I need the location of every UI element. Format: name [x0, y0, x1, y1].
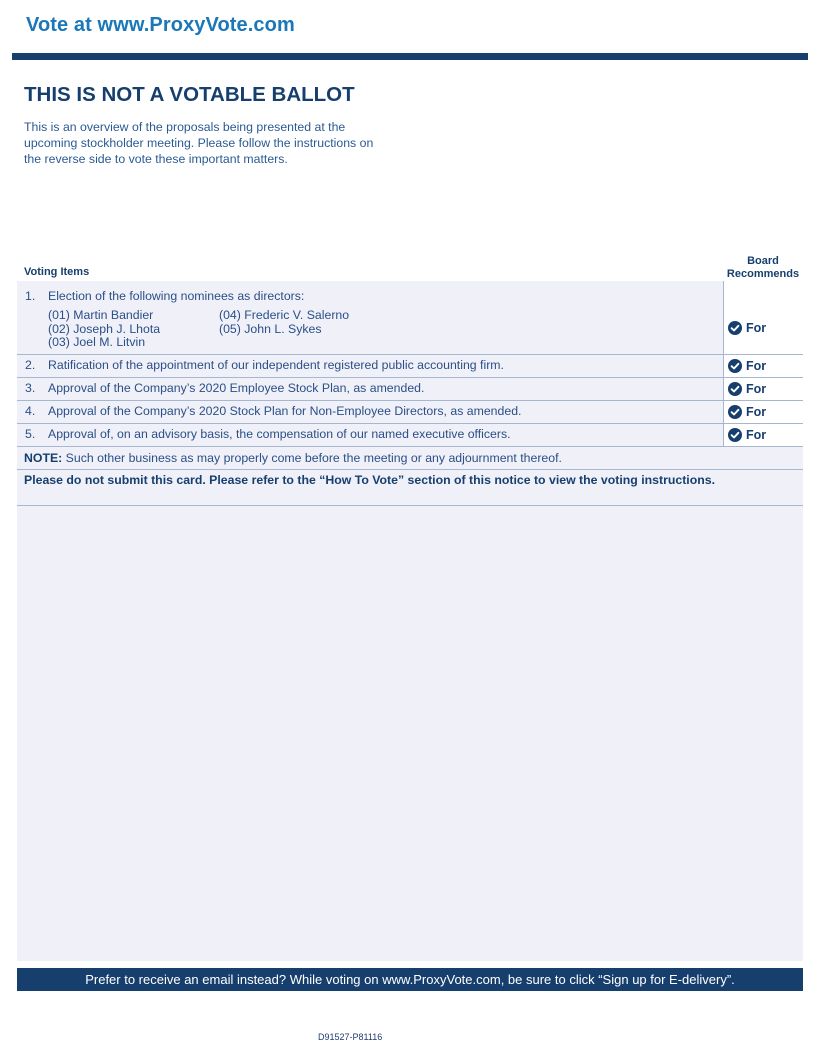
notice-heading: THIS IS NOT A VOTABLE BALLOT	[24, 83, 355, 106]
voting-items-header: Voting Items	[24, 266, 90, 278]
check-circle-icon	[728, 405, 742, 419]
check-circle-icon	[728, 382, 742, 396]
note	[24, 451, 562, 465]
item-text: Approval of the Company’s 2020 Employee Stock Plan, as amended.	[48, 381, 425, 395]
edelivery-banner: Prefer to receive an email instead? While voting on www.ProxyVote.com, be sure to click “Sign up for E-delivery”.	[17, 968, 803, 991]
board-recommends-line: Recommends	[726, 268, 800, 280]
note-label: NOTE:	[24, 451, 63, 465]
intro-line: upcoming stockholder meeting. Please follow the instructions on	[24, 136, 374, 150]
intro-line: the reverse side to vote these important matters.	[24, 152, 288, 166]
header-rule	[12, 53, 808, 60]
recommendation-cell	[723, 401, 803, 423]
check-circle-icon	[728, 428, 742, 442]
voting-item-row-2	[17, 355, 803, 378]
note-row	[17, 447, 803, 470]
nominee: (02) Joseph J. Lhota	[48, 321, 161, 336]
recommendation	[728, 359, 766, 373]
recommendation-cell	[723, 424, 803, 446]
instructions-text: Please do not submit this card. Please refer to the “How To Vote” section of this notice to view the voting instructions.	[24, 473, 716, 487]
recommendation	[728, 321, 766, 335]
item-text: Approval of, on an advisory basis, the compensation of our named executive officers.	[48, 427, 511, 441]
voting-item-row-3	[17, 378, 803, 401]
recommendation-label: For	[746, 405, 767, 419]
board-recommends-line: Board	[747, 255, 779, 267]
intro-line: This is an overview of the proposals being presented at the	[24, 120, 346, 134]
note-text: Such other business as may properly come before the meeting or any adjournment thereof.	[62, 451, 562, 465]
item-number: 4.	[25, 404, 36, 418]
voting-item-row-4	[17, 401, 803, 424]
recommendation-label: For	[746, 382, 767, 396]
check-circle-icon	[728, 359, 742, 373]
item-text: Election of the following nominees as directors:	[48, 289, 305, 303]
item-number: 1.	[25, 289, 36, 303]
nominee: (03) Joel M. Litvin	[48, 335, 146, 349]
check-circle-icon	[728, 321, 742, 335]
header-title[interactable]: Vote at www.ProxyVote.com	[26, 14, 295, 36]
voting-item-row-5	[17, 424, 803, 447]
recommendation-label: For	[746, 359, 767, 373]
item-number: 5.	[25, 427, 36, 441]
recommendation	[728, 405, 766, 419]
item-text: Ratification of the appointment of our independent registered public accounting firm.	[48, 358, 504, 372]
nominee: (05) John L. Sykes	[219, 321, 322, 336]
item-number: 3.	[25, 381, 36, 395]
item-text: Approval of the Company’s 2020 Stock Plan for Non-Employee Directors, as amended.	[48, 404, 522, 418]
document-code: D91527-P81116	[318, 1032, 383, 1042]
recommendation-cell	[723, 355, 803, 377]
recommendation-cell	[723, 378, 803, 400]
recommendation	[728, 428, 766, 442]
recommendation	[728, 382, 766, 396]
recommendation-label: For	[746, 428, 767, 442]
board-recommends-header	[722, 255, 804, 281]
item-number: 2.	[25, 358, 36, 372]
recommendation-label: For	[746, 321, 767, 335]
voting-item-row-1	[17, 281, 803, 355]
recommendation-cell	[723, 281, 803, 354]
notice-intro	[24, 119, 404, 167]
nominee: (01) Martin Bandier	[48, 308, 154, 322]
nominee: (04) Frederic V. Salerno	[219, 308, 350, 322]
